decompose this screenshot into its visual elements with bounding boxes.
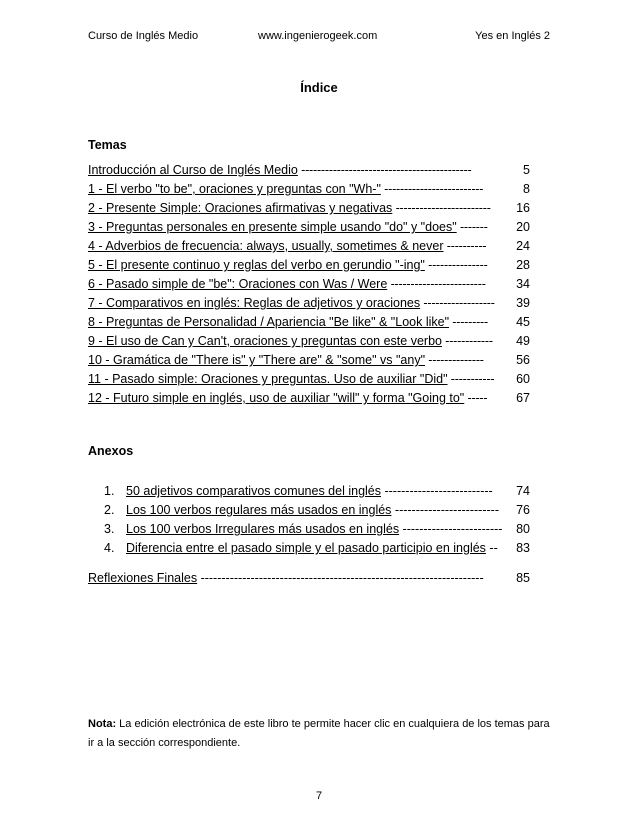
toc-leader: ------------------------: [387, 277, 486, 291]
toc-leader: -----------: [447, 372, 495, 386]
toc-entry-link[interactable]: 9 - El uso de Can y Can't, oraciones y preguntas con este verbo: [88, 334, 442, 348]
toc-page-number: 67: [513, 389, 530, 408]
note-text: La edición electrónica de este libro te permite hacer clic en cualquiera de los temas para ir a la sección correspondiente.: [88, 718, 550, 749]
toc-page-number: 49: [513, 332, 530, 351]
toc-entry[interactable]: [88, 199, 530, 218]
toc-entry-link[interactable]: 6 - Pasado simple de "be": Oraciones con Was / Were: [88, 277, 388, 291]
temas-heading: Temas: [88, 138, 127, 152]
footnote: [88, 715, 558, 753]
anexo-entry[interactable]: [104, 520, 530, 539]
toc-entry[interactable]: [88, 275, 530, 294]
anexo-number: 2.: [104, 503, 115, 517]
anexos-list: [104, 482, 530, 558]
anexo-link[interactable]: 50 adjetivos comparativos comunes del inglés: [126, 484, 381, 498]
toc-entry-link[interactable]: 7 - Comparativos en inglés: Reglas de adjetivos y oraciones: [88, 296, 421, 310]
toc-entry[interactable]: [88, 218, 530, 237]
toc-entry-link[interactable]: 4 - Adverbios de frecuencia: always, usually, sometimes & never: [88, 239, 444, 253]
reflexiones-link[interactable]: Reflexiones Finales: [88, 571, 198, 585]
toc-leader: -------------------------: [380, 182, 484, 196]
toc-leader: -----: [464, 391, 488, 405]
toc-leader: ---------------: [424, 258, 488, 272]
toc-page-number: 80: [513, 520, 530, 539]
temas-list: [88, 161, 530, 408]
toc-leader: --: [485, 541, 498, 555]
toc-page-number: 20: [513, 218, 530, 237]
toc-leader: ----------: [443, 239, 487, 253]
toc-entry[interactable]: [88, 294, 530, 313]
toc-page-number: 56: [513, 351, 530, 370]
toc-entry-link[interactable]: 8 - Preguntas de Personalidad / Apariencia "Be like" & "Look like": [88, 315, 450, 329]
toc-entry[interactable]: [88, 161, 530, 180]
toc-leader: -------------------------------------------: [297, 163, 472, 177]
toc-page-number: 8: [520, 180, 530, 199]
toc-entry[interactable]: [88, 237, 530, 256]
anexo-entry[interactable]: [104, 539, 530, 558]
header-book-title: Yes en Inglés 2: [475, 30, 550, 42]
toc-entry[interactable]: [88, 389, 530, 408]
toc-leader: --------------------------------------------------------------------: [197, 571, 484, 585]
toc-entry-link[interactable]: 2 - Presente Simple: Oraciones afirmativas y negativas: [88, 201, 393, 215]
header-website: www.ingenierogeek.com: [258, 30, 378, 42]
toc-page-number: 76: [513, 501, 530, 520]
toc-entry-link[interactable]: 10 - Gramática de "There is" y "There are" & "some" vs "any": [88, 353, 426, 367]
toc-leader: ------------------: [420, 296, 495, 310]
toc-entry-link[interactable]: 5 - El presente continuo y reglas del verbo en gerundio "-ing": [88, 258, 425, 272]
page-title: Índice: [300, 80, 338, 95]
toc-entry[interactable]: [88, 370, 530, 389]
anexo-number: 4.: [104, 541, 115, 555]
reflexiones-section: [88, 569, 530, 588]
toc-entry-reflexiones[interactable]: [88, 569, 530, 588]
anexo-entry[interactable]: [104, 501, 530, 520]
anexo-number: 1.: [104, 484, 115, 498]
toc-entry[interactable]: [88, 351, 530, 370]
note-label: Nota:: [88, 718, 117, 730]
toc-entry-link[interactable]: 3 - Preguntas personales en presente simple usando "do" y "does": [88, 220, 457, 234]
anexo-link[interactable]: Los 100 verbos regulares más usados en inglés: [126, 503, 392, 517]
toc-leader: --------------: [425, 353, 484, 367]
toc-leader: --------------------------: [381, 484, 493, 498]
header-course-title: Curso de Inglés Medio: [88, 30, 199, 42]
toc-entry-link[interactable]: Introducción al Curso de Inglés Medio: [88, 163, 298, 177]
toc-entry[interactable]: [88, 180, 530, 199]
toc-entry-link[interactable]: 11 - Pasado simple: Oraciones y preguntas. Uso de auxiliar "Did": [88, 372, 448, 386]
toc-entry-link[interactable]: 1 - El verbo "to be", oraciones y preguntas con "Wh-": [88, 182, 381, 196]
toc-page-number: 16: [513, 199, 530, 218]
toc-entry-link[interactable]: 12 - Futuro simple en inglés, uso de auxiliar "will" y forma "Going to": [88, 391, 465, 405]
anexo-number: 3.: [104, 522, 115, 536]
toc-page-number: 28: [513, 256, 530, 275]
toc-page-number: 83: [513, 539, 530, 558]
anexo-link[interactable]: Los 100 verbos Irregulares más usados en inglés: [126, 522, 400, 536]
toc-leader: ---------: [449, 315, 488, 329]
toc-page-number: 34: [513, 275, 530, 294]
toc-leader: ------------: [441, 334, 493, 348]
toc-page-number: 85: [513, 569, 530, 588]
toc-page-number: 60: [513, 370, 530, 389]
toc-page-number: 24: [513, 237, 530, 256]
anexo-entry[interactable]: [104, 482, 530, 501]
toc-entry[interactable]: [88, 256, 530, 275]
toc-leader: -------: [456, 220, 488, 234]
toc-leader: ------------------------: [392, 201, 491, 215]
toc-page-number: 45: [513, 313, 530, 332]
toc-page-number: 5: [520, 161, 530, 180]
toc-entry[interactable]: [88, 313, 530, 332]
toc-leader: ------------------------: [399, 522, 503, 536]
toc-entry[interactable]: [88, 332, 530, 351]
anexo-link[interactable]: Diferencia entre el pasado simple y el pasado participio en inglés: [126, 541, 486, 555]
toc-page-number: 74: [513, 482, 530, 501]
toc-leader: -------------------------: [391, 503, 499, 517]
page-number: 7: [315, 790, 323, 802]
anexos-heading: Anexos: [88, 444, 134, 458]
toc-page-number: 39: [513, 294, 530, 313]
